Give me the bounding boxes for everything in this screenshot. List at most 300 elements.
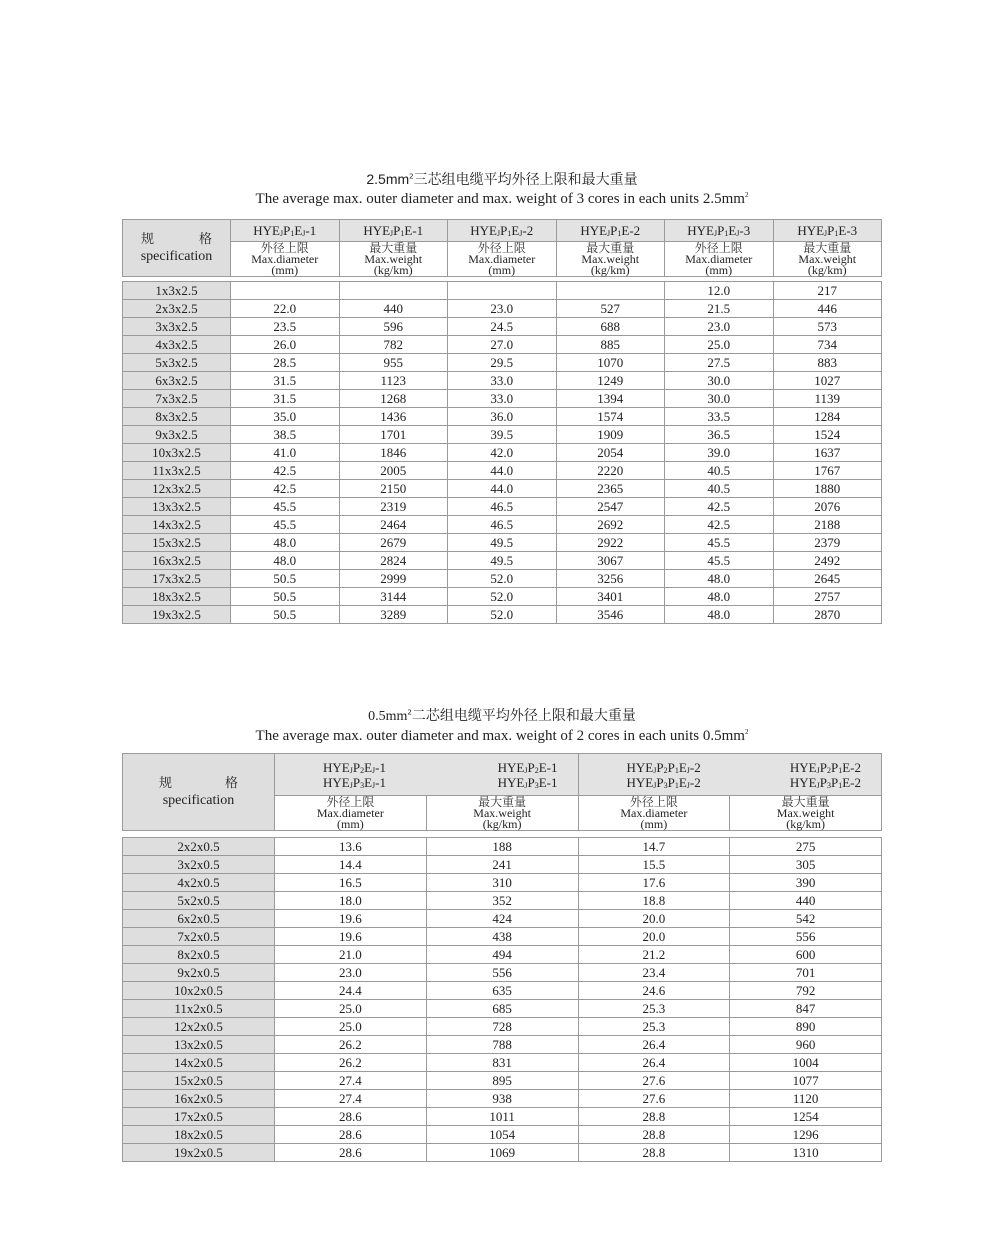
value-cell <box>556 282 665 300</box>
table2-section <box>122 707 882 1162</box>
column-label-cn: 最大重量 <box>586 241 635 255</box>
value-cell: 12.0 <box>665 282 774 300</box>
value-cell: 310 <box>426 874 578 892</box>
spec-cell: 5x2x0.5 <box>123 892 275 910</box>
value-cell: 2319 <box>339 498 448 516</box>
value-cell: 1139 <box>773 390 882 408</box>
value-cell: 1846 <box>339 444 448 462</box>
table-row <box>123 928 882 946</box>
table-row <box>123 1072 882 1090</box>
column-label-cn: 外径上限 <box>326 795 375 809</box>
table-row <box>123 444 882 462</box>
spec-cell: 19x2x0.5 <box>123 1144 275 1162</box>
model-header <box>556 220 665 242</box>
model-subscript: J <box>524 780 528 790</box>
value-cell: 52.0 <box>448 606 557 624</box>
value-cell: 42.5 <box>665 498 774 516</box>
value-cell: 2365 <box>556 480 665 498</box>
column-header <box>339 242 448 277</box>
table2-header <box>122 753 882 831</box>
table-row <box>123 570 882 588</box>
value-cell: 52.0 <box>448 588 557 606</box>
value-cell: 241 <box>426 856 578 874</box>
value-cell: 734 <box>773 336 882 354</box>
column-header <box>275 796 427 831</box>
value-cell: 556 <box>426 964 578 982</box>
value-cell: 895 <box>426 1072 578 1090</box>
spec-cell: 8x3x2.5 <box>123 408 231 426</box>
title-text-en: The average max. outer diameter and max. weight of 3 cores in each units 2.5mm <box>255 191 745 207</box>
value-cell: 2999 <box>339 570 448 588</box>
spec-cell: 10x2x0.5 <box>123 982 275 1000</box>
table1-body <box>122 281 882 624</box>
column-header <box>426 796 578 831</box>
title-unit: 0.5mm <box>368 709 408 724</box>
spec-cell: 3x3x2.5 <box>123 318 231 336</box>
value-cell: 2692 <box>556 516 665 534</box>
value-cell: 45.5 <box>665 552 774 570</box>
value-cell: 20.0 <box>578 928 730 946</box>
value-cell: 28.6 <box>275 1144 427 1162</box>
table-row <box>123 874 882 892</box>
table-row <box>123 1108 882 1126</box>
value-cell: 1880 <box>773 480 882 498</box>
value-cell: 39.5 <box>448 426 557 444</box>
value-cell: 1254 <box>730 1108 882 1126</box>
spec-cell: 7x2x0.5 <box>123 928 275 946</box>
value-cell: 1011 <box>426 1108 578 1126</box>
column-label-cn: 外径上限 <box>477 241 526 255</box>
model-subscript: J <box>349 780 353 790</box>
spec-label-cn: 格 <box>198 232 212 247</box>
value-cell: 30.0 <box>665 390 774 408</box>
value-cell: 792 <box>730 982 882 1000</box>
table-row <box>123 336 882 354</box>
spec-cell: 14x3x2.5 <box>123 516 231 534</box>
title-sup: 2 <box>744 191 749 199</box>
value-cell: 1027 <box>773 372 882 390</box>
value-cell: 46.5 <box>448 516 557 534</box>
column-label-cn: 外径上限 <box>629 795 678 809</box>
value-cell: 556 <box>730 928 882 946</box>
column-label-cn: 最大重量 <box>781 795 830 809</box>
value-cell: 2188 <box>773 516 882 534</box>
model-row <box>275 775 578 790</box>
table1-section <box>122 170 882 624</box>
model-subscript: J <box>736 228 740 238</box>
value-cell: 23.0 <box>665 318 774 336</box>
value-cell: 44.0 <box>448 462 557 480</box>
value-cell: 26.2 <box>275 1036 427 1054</box>
value-cell: 25.3 <box>578 1018 730 1036</box>
value-cell: 728 <box>426 1018 578 1036</box>
spec-header <box>123 754 275 831</box>
value-cell: 883 <box>773 354 882 372</box>
value-cell: 18.8 <box>578 892 730 910</box>
table-row <box>123 390 882 408</box>
model-subscript: 2 <box>663 765 668 775</box>
value-cell: 2870 <box>773 606 882 624</box>
value-cell: 42.5 <box>231 462 340 480</box>
value-cell: 2054 <box>556 444 665 462</box>
value-cell: 494 <box>426 946 578 964</box>
value-cell: 446 <box>773 300 882 318</box>
value-cell: 1249 <box>556 372 665 390</box>
value-cell: 14.4 <box>275 856 427 874</box>
column-label-en: Max.weight <box>581 252 640 266</box>
model-subscript: 3 <box>534 780 539 790</box>
spec-cell: 9x2x0.5 <box>123 964 275 982</box>
value-cell: 41.0 <box>231 444 340 462</box>
value-cell: 3289 <box>339 606 448 624</box>
table-row <box>123 1054 882 1072</box>
value-cell: 31.5 <box>231 372 340 390</box>
value-cell: 1077 <box>730 1072 882 1090</box>
value-cell: 33.0 <box>448 390 557 408</box>
table-row <box>123 838 882 856</box>
table-row <box>123 372 882 390</box>
spec-header <box>123 220 231 277</box>
model-subscript: 3 <box>360 780 365 790</box>
value-cell: 3067 <box>556 552 665 570</box>
value-cell: 2379 <box>773 534 882 552</box>
table-row <box>123 318 882 336</box>
value-cell: 2492 <box>773 552 882 570</box>
value-cell: 600 <box>730 946 882 964</box>
table-row <box>123 1018 882 1036</box>
value-cell: 217 <box>773 282 882 300</box>
table-row <box>123 282 882 300</box>
model-subscript: 1 <box>674 765 679 775</box>
value-cell: 847 <box>730 1000 882 1018</box>
spec-cell: 11x3x2.5 <box>123 462 231 480</box>
value-cell: 3401 <box>556 588 665 606</box>
value-cell: 2150 <box>339 480 448 498</box>
model-subscript: J <box>524 765 528 775</box>
column-label-en: Max.weight <box>473 806 531 820</box>
value-cell: 23.0 <box>448 300 557 318</box>
value-cell: 49.5 <box>448 534 557 552</box>
value-cell: 50.5 <box>231 570 340 588</box>
spec-cell: 4x3x2.5 <box>123 336 231 354</box>
value-cell: 2757 <box>773 588 882 606</box>
spec-cell: 11x2x0.5 <box>123 1000 275 1018</box>
title-text-cn: 二芯组电缆平均外径上限和最大重量 <box>411 708 636 724</box>
model-subscript: 2 <box>360 765 365 775</box>
table2-title-en <box>122 726 882 746</box>
value-cell: 36.5 <box>665 426 774 444</box>
spec-label-cn: 格 <box>224 776 238 791</box>
model-subscript: 1 <box>617 228 622 238</box>
table-row <box>123 1144 882 1162</box>
model-group-header <box>275 754 579 796</box>
column-label-cn: 最大重量 <box>478 795 527 809</box>
column-header <box>665 242 774 277</box>
column-label-en: Max.diameter <box>468 252 536 266</box>
spec-cell: 6x2x0.5 <box>123 910 275 928</box>
model-subscript: J <box>713 228 718 238</box>
model-code: $HYE_JP_2P_1E_J-2$ <box>626 759 701 775</box>
model-code: $HYE_JP_3P_1E_J-2$ <box>626 774 701 790</box>
value-cell: 2645 <box>773 570 882 588</box>
value-cell: 955 <box>339 354 448 372</box>
model-code: $HYE_JP_1E_J-1$ <box>253 222 317 238</box>
column-unit: (kg/km) <box>786 817 825 831</box>
value-cell: 21.5 <box>665 300 774 318</box>
value-cell: 2220 <box>556 462 665 480</box>
value-cell: 1296 <box>730 1126 882 1144</box>
value-cell: 885 <box>556 336 665 354</box>
column-unit: (mm) <box>640 817 668 831</box>
spec-cell: 17x3x2.5 <box>123 570 231 588</box>
value-cell: 13.6 <box>275 838 427 856</box>
value-cell: 2464 <box>339 516 448 534</box>
value-cell: 1524 <box>773 426 882 444</box>
value-cell: 24.5 <box>448 318 557 336</box>
table-row <box>123 480 882 498</box>
value-cell: 48.0 <box>665 570 774 588</box>
model-subscript: J <box>372 780 376 790</box>
column-label-cn: 最大重量 <box>369 241 418 255</box>
value-cell: 33.5 <box>665 408 774 426</box>
model-subscript: 2 <box>534 765 539 775</box>
value-cell: 1701 <box>339 426 448 444</box>
table2-body <box>122 837 882 1162</box>
model-code: $HYE_JP_1E_J-2$ <box>470 222 534 238</box>
table2-title-cn <box>122 707 882 726</box>
column-label-en: Max.weight <box>798 252 857 266</box>
column-header <box>231 242 340 277</box>
value-cell: 27.5 <box>665 354 774 372</box>
spec-cell: 8x2x0.5 <box>123 946 275 964</box>
table1-header <box>122 219 882 277</box>
value-cell: 596 <box>339 318 448 336</box>
spec-cell: 10x3x2.5 <box>123 444 231 462</box>
value-cell: 2922 <box>556 534 665 552</box>
spec-cell: 6x3x2.5 <box>123 372 231 390</box>
value-cell: 42.5 <box>665 516 774 534</box>
spec-cell: 5x3x2.5 <box>123 354 231 372</box>
value-cell: 1069 <box>426 1144 578 1162</box>
model-header <box>231 220 340 242</box>
value-cell: 424 <box>426 910 578 928</box>
spec-cell: 15x2x0.5 <box>123 1072 275 1090</box>
value-cell: 20.0 <box>578 910 730 928</box>
value-cell: 26.4 <box>578 1054 730 1072</box>
value-cell: 35.0 <box>231 408 340 426</box>
spec-cell: 12x3x2.5 <box>123 480 231 498</box>
value-cell: 42.5 <box>231 480 340 498</box>
value-cell: 48.0 <box>665 606 774 624</box>
value-cell: 1070 <box>556 354 665 372</box>
value-cell: 45.5 <box>231 516 340 534</box>
title-sup: 2 <box>409 172 414 181</box>
column-unit: (kg/km) <box>482 817 522 831</box>
table-row <box>123 982 882 1000</box>
column-header <box>448 242 557 277</box>
value-cell: 48.0 <box>231 534 340 552</box>
spec-cell: 3x2x0.5 <box>123 856 275 874</box>
value-cell: 50.5 <box>231 606 340 624</box>
value-cell: 28.8 <box>578 1126 730 1144</box>
model-subscript: J <box>372 765 376 775</box>
value-cell: 24.6 <box>578 982 730 1000</box>
value-cell: 688 <box>556 318 665 336</box>
value-cell: 28.8 <box>578 1144 730 1162</box>
column-unit: (kg/km) <box>373 263 413 277</box>
model-subscript: 1 <box>507 228 512 238</box>
value-cell: 46.5 <box>448 498 557 516</box>
model-header <box>339 220 448 242</box>
model-subscript: J <box>824 228 828 238</box>
model-header <box>448 220 557 242</box>
column-header <box>556 242 665 277</box>
value-cell: 24.4 <box>275 982 427 1000</box>
table-row <box>123 408 882 426</box>
column-label-en: Max.weight <box>364 252 423 266</box>
value-cell: 27.0 <box>448 336 557 354</box>
table-row <box>123 946 882 964</box>
column-unit: (mm) <box>705 263 733 277</box>
table-row <box>123 1126 882 1144</box>
value-cell: 527 <box>556 300 665 318</box>
model-subscript: 1 <box>724 228 729 238</box>
value-cell: 542 <box>730 910 882 928</box>
model-subscript: 1 <box>838 780 843 790</box>
column-unit: (kg/km) <box>807 263 847 277</box>
value-cell: 3144 <box>339 588 448 606</box>
value-cell: 26.4 <box>578 1036 730 1054</box>
value-cell: 1310 <box>730 1144 882 1162</box>
value-cell: 1284 <box>773 408 882 426</box>
model-code: $HYE_JP_2E-1$ <box>497 759 558 775</box>
value-cell: 1436 <box>339 408 448 426</box>
model-header <box>773 220 882 242</box>
value-cell: 29.5 <box>448 354 557 372</box>
model-subscript: J <box>816 780 820 790</box>
model-code: $HYE_JP_2P_1E-2$ <box>789 759 861 775</box>
model-code: $HYE_JP_1E-1$ <box>363 222 424 238</box>
title-sup: 2 <box>407 708 412 717</box>
model-subscript: J <box>653 780 657 790</box>
spec-label-cn: 规 <box>141 232 155 247</box>
title-unit: 2.5mm <box>366 171 410 187</box>
value-cell <box>231 282 340 300</box>
spec-cell: 2x2x0.5 <box>123 838 275 856</box>
column-label-en: Max.diameter <box>620 806 688 820</box>
value-cell: 23.0 <box>275 964 427 982</box>
model-subscript: J <box>302 228 306 238</box>
value-cell: 831 <box>426 1054 578 1072</box>
value-cell: 938 <box>426 1090 578 1108</box>
model-subscript: J <box>519 228 523 238</box>
value-cell: 890 <box>730 1018 882 1036</box>
value-cell: 16.5 <box>275 874 427 892</box>
column-label-en: Max.diameter <box>316 806 384 820</box>
model-subscript: 1 <box>834 228 839 238</box>
table-row <box>123 1000 882 1018</box>
value-cell: 1394 <box>556 390 665 408</box>
value-cell: 26.0 <box>231 336 340 354</box>
value-cell: 45.5 <box>231 498 340 516</box>
table-row <box>123 426 882 444</box>
column-label-cn: 外径上限 <box>694 241 743 255</box>
model-subscript: J <box>653 765 657 775</box>
table-row <box>123 552 882 570</box>
spec-cell: 12x2x0.5 <box>123 1018 275 1036</box>
column-header <box>773 242 882 277</box>
value-cell: 2547 <box>556 498 665 516</box>
value-cell <box>339 282 448 300</box>
table-row <box>123 516 882 534</box>
column-label-cn: 最大重量 <box>803 241 852 255</box>
table-row <box>123 606 882 624</box>
value-cell: 438 <box>426 928 578 946</box>
value-cell: 440 <box>339 300 448 318</box>
value-cell: 17.6 <box>578 874 730 892</box>
value-cell: 1004 <box>730 1054 882 1072</box>
value-cell: 275 <box>730 838 882 856</box>
column-unit: (mm) <box>337 817 364 831</box>
value-cell: 25.0 <box>275 1000 427 1018</box>
column-unit: (mm) <box>271 263 299 277</box>
value-cell <box>448 282 557 300</box>
value-cell: 1574 <box>556 408 665 426</box>
value-cell: 30.0 <box>665 372 774 390</box>
value-cell: 188 <box>426 838 578 856</box>
value-cell: 440 <box>730 892 882 910</box>
value-cell: 21.2 <box>578 946 730 964</box>
value-cell: 50.5 <box>231 588 340 606</box>
model-code: $HYE_JP_3E_J-1$ <box>323 774 386 790</box>
model-code: $HYE_JP_2E_J-1$ <box>323 759 386 775</box>
spec-label-en: specification <box>162 793 235 808</box>
value-cell: 52.0 <box>448 570 557 588</box>
model-subscript: 3 <box>663 780 668 790</box>
value-cell: 788 <box>426 1036 578 1054</box>
value-cell: 1120 <box>730 1090 882 1108</box>
value-cell: 1268 <box>339 390 448 408</box>
model-subscript: J <box>349 765 353 775</box>
value-cell: 38.5 <box>231 426 340 444</box>
value-cell: 27.6 <box>578 1072 730 1090</box>
model-subscript: J <box>686 765 690 775</box>
model-subscript: 1 <box>674 780 679 790</box>
value-cell: 3256 <box>556 570 665 588</box>
model-subscript: J <box>816 765 820 775</box>
value-cell: 1767 <box>773 462 882 480</box>
column-header <box>578 796 730 831</box>
spec-cell: 19x3x2.5 <box>123 606 231 624</box>
value-cell: 15.5 <box>578 856 730 874</box>
table-row <box>123 354 882 372</box>
model-subscript: 2 <box>826 765 831 775</box>
value-cell: 19.6 <box>275 928 427 946</box>
model-row <box>275 760 578 775</box>
value-cell: 28.8 <box>578 1108 730 1126</box>
value-cell: 27.6 <box>578 1090 730 1108</box>
value-cell: 25.3 <box>578 1000 730 1018</box>
model-subscript: 1 <box>838 765 843 775</box>
model-subscript: J <box>607 228 611 238</box>
value-cell: 305 <box>730 856 882 874</box>
column-label-en: Max.diameter <box>251 252 319 266</box>
model-code: $HYE_JP_3E-1$ <box>497 774 558 790</box>
title-sup: 2 <box>744 728 749 736</box>
model-code: $HYE_JP_1E-3$ <box>797 222 858 238</box>
spec-cell: 13x3x2.5 <box>123 498 231 516</box>
model-code: $HYE_JP_1E-2$ <box>580 222 641 238</box>
